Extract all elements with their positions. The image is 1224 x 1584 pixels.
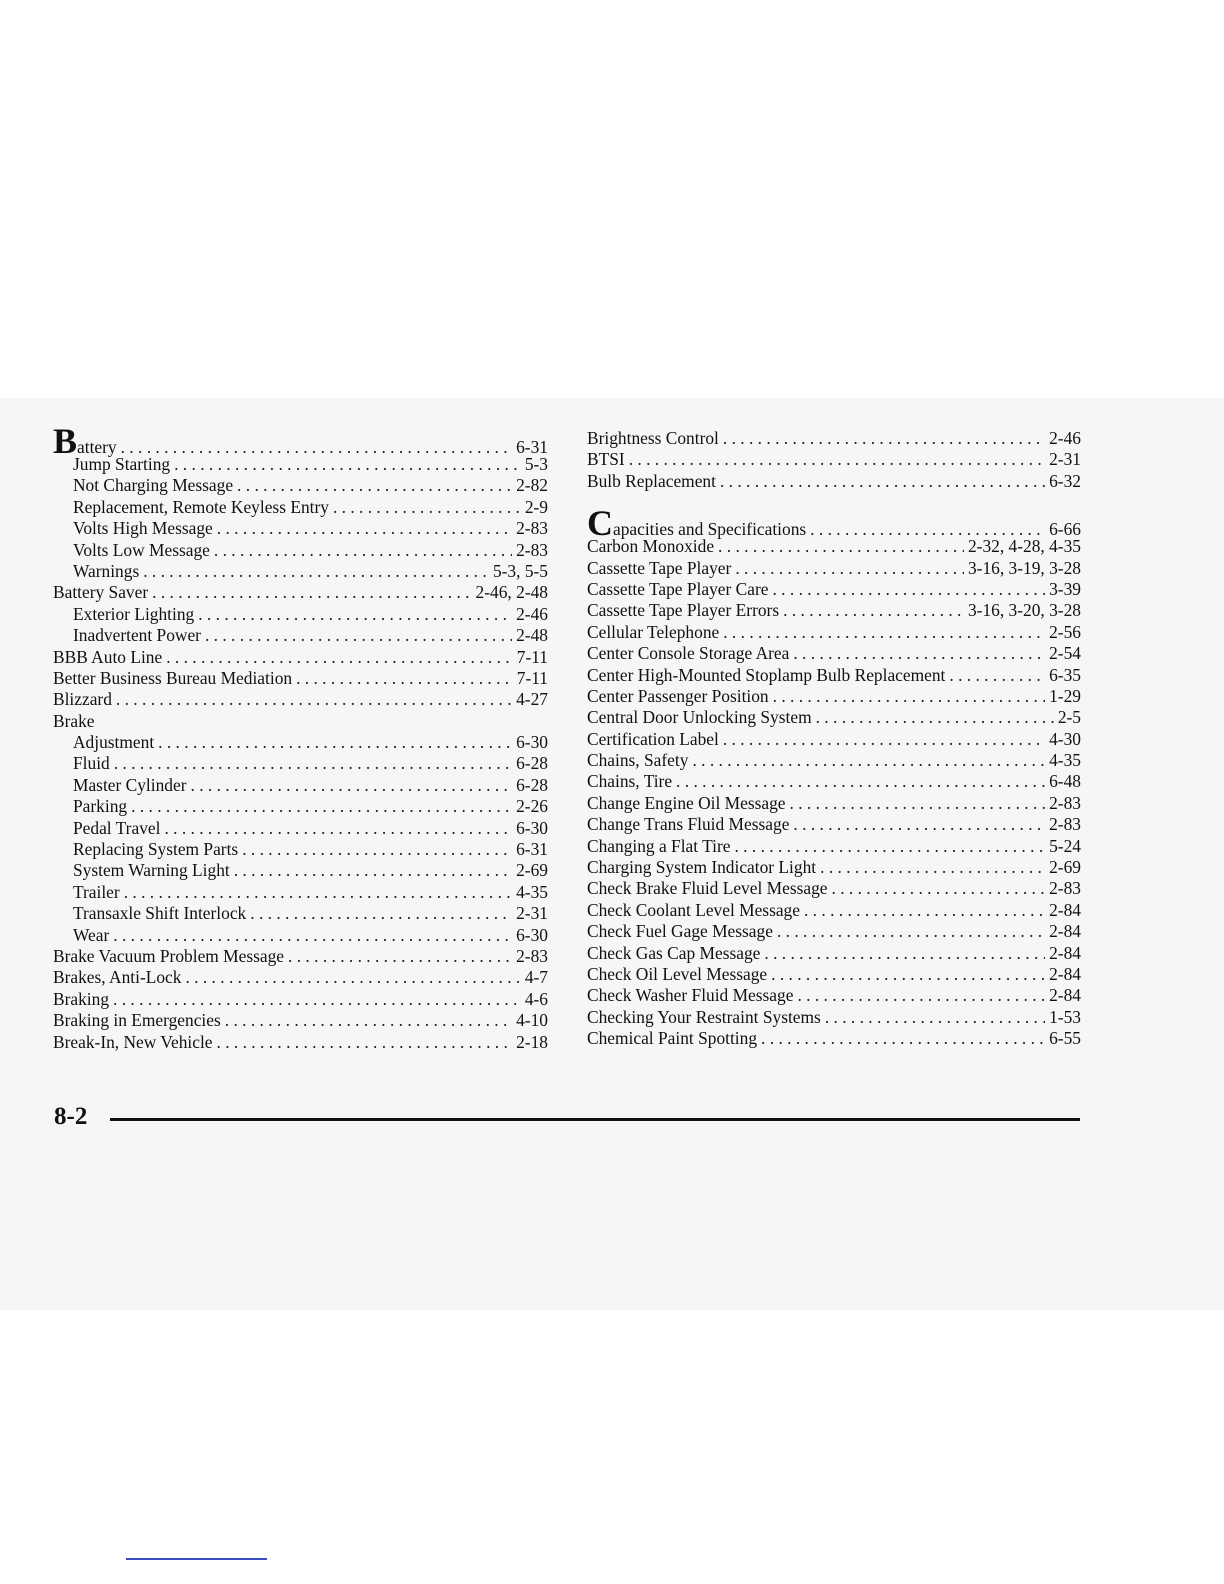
dot-leader: [113, 989, 521, 1010]
dot-leader: [771, 964, 1045, 985]
page-reference: 6-32: [1049, 470, 1081, 491]
dot-leader: [820, 857, 1045, 878]
page-reference: 2-18: [516, 1031, 548, 1052]
index-entry: [587, 750, 1081, 771]
page-reference: 2-46: [1049, 428, 1081, 448]
page-reference: 2-84: [1049, 985, 1081, 1006]
entry-label: BTSI: [587, 449, 625, 470]
entry-label: Check Oil Level Message: [587, 963, 768, 984]
index-entry: [587, 665, 1081, 686]
index-entry: [587, 449, 1081, 470]
index-subentry: [53, 518, 548, 539]
entry-label: Center High-Mounted Stoplamp Bulb Replacement: [587, 664, 946, 685]
entry-label: Change Trans Fluid Message: [587, 814, 790, 835]
dot-leader: [723, 729, 1045, 750]
entry-label: Wear: [73, 924, 110, 945]
entry-label: Transaxle Shift Interlock: [73, 903, 247, 924]
page-reference: 6-31: [516, 839, 548, 860]
page-reference: 6-31: [516, 437, 548, 457]
entry-label: Brake: [53, 710, 95, 731]
entry-label: Cellular Telephone: [587, 621, 720, 642]
index-subentry: [53, 497, 548, 518]
entry-label: Cassette Tape Player Errors: [587, 600, 780, 621]
dot-leader: [333, 497, 521, 518]
entry-label: Master Cylinder: [73, 774, 187, 795]
index-entry: [587, 503, 1081, 544]
index-entry: [53, 989, 548, 1010]
index-subentry: [53, 561, 548, 582]
page-reference: 6-48: [1049, 771, 1081, 792]
dot-leader: [720, 471, 1045, 492]
page-reference: 6-28: [516, 774, 548, 795]
index-entry: [587, 814, 1081, 835]
entry-label: Changing a Flat Tire: [587, 835, 731, 856]
index-entry: [587, 428, 1081, 449]
entry-label: Central Door Unlocking System: [587, 707, 812, 728]
entry-label: Check Washer Fluid Message: [587, 985, 794, 1006]
dot-leader: [242, 839, 512, 860]
index-entry: [587, 643, 1081, 664]
index-entry: [53, 647, 548, 668]
dot-leader: [734, 836, 1045, 857]
footer-rule: [110, 1118, 1080, 1121]
page-reference: 4-35: [1049, 750, 1081, 771]
entry-label: Check Fuel Gage Message: [587, 921, 773, 942]
page-reference: 2-84: [1049, 942, 1081, 963]
page-reference: 2-9: [524, 496, 548, 517]
entry-label: Break-In, New Vehicle: [53, 1031, 213, 1052]
index-entry: [587, 686, 1081, 707]
index-entry: [587, 900, 1081, 921]
entry-label: Checking Your Restraint Systems: [587, 1006, 821, 1027]
dot-leader: [191, 775, 513, 796]
entry-label: Check Brake Fluid Level Message: [587, 878, 828, 899]
page-reference: 2-84: [1049, 921, 1081, 942]
entry-label: Blizzard: [53, 689, 112, 710]
dot-leader: [124, 882, 512, 903]
entry-label: Replacing System Parts: [73, 839, 239, 860]
index-entry: [53, 668, 548, 689]
index-entry: [53, 946, 548, 967]
index-column-right: [587, 428, 1081, 1050]
page-reference: 2-83: [516, 539, 548, 560]
page-reference: 2-83: [1049, 814, 1081, 835]
index-subentry: [53, 732, 548, 753]
index-subentry: [53, 540, 548, 561]
index-subentry: [53, 796, 548, 817]
section-gap: [587, 492, 1081, 510]
entry-label: Chemical Paint Spotting: [587, 1028, 758, 1049]
dot-leader: [793, 814, 1045, 835]
page-reference: 2-31: [516, 903, 548, 924]
entry-label: Pedal Travel: [73, 817, 161, 838]
index-entry: [587, 878, 1081, 899]
page-reference: 6-66: [1049, 519, 1081, 540]
entry-label: Trailer: [73, 881, 120, 902]
index-entry: [587, 964, 1081, 985]
dot-leader: [152, 582, 471, 603]
page-reference: 6-30: [516, 924, 548, 945]
index-entry: [587, 771, 1081, 792]
page-reference: 4-6: [524, 988, 548, 1009]
index-entry: [53, 967, 548, 988]
entry-label: Volts High Message: [73, 518, 213, 539]
page-reference: 6-35: [1049, 664, 1081, 685]
index-subentry: [53, 475, 548, 496]
index-entry: [587, 622, 1081, 643]
page-reference: 2-46, 2-48: [475, 582, 548, 603]
index-entry: [53, 421, 548, 461]
dot-leader: [629, 449, 1045, 470]
page-reference: 2-46: [516, 603, 548, 624]
page-number: 8-2: [54, 1103, 88, 1130]
index-subentry: [53, 454, 548, 475]
page-reference: 7-11: [516, 667, 548, 688]
dot-leader: [723, 622, 1045, 643]
page-reference: 2-69: [516, 860, 548, 881]
dot-leader: [772, 579, 1045, 600]
entry-label: Center Passenger Position: [587, 685, 769, 706]
entry-label-rest: apacities and Specifications: [613, 519, 807, 540]
entry-label: Chains, Tire: [587, 771, 673, 792]
page-reference: 2-26: [516, 796, 548, 817]
index-subentry: [53, 753, 548, 774]
index-entry: [587, 471, 1081, 492]
entry-label: Inadvertent Power: [73, 625, 201, 646]
page-reference: 3-16, 3-19, 3-28: [967, 557, 1081, 578]
dot-leader: [761, 1028, 1045, 1049]
dot-leader: [718, 536, 964, 557]
entry-label: Cassette Tape Player: [587, 557, 732, 578]
page-reference: 3-16, 3-20, 3-28: [967, 600, 1081, 621]
entry-label: Brake Vacuum Problem Message: [53, 945, 285, 966]
page-reference: 2-83: [1049, 878, 1081, 899]
page-reference: 6-30: [516, 732, 548, 753]
entry-label-rest: attery: [77, 437, 117, 457]
page-reference: 2-83: [1049, 792, 1081, 813]
dot-leader: [131, 796, 512, 817]
dot-leader: [764, 943, 1045, 964]
dot-leader: [773, 686, 1045, 707]
dot-leader: [217, 1032, 513, 1053]
page-reference: 5-3: [524, 454, 548, 474]
page-reference: 2-84: [1049, 899, 1081, 920]
section-initial: C: [587, 503, 613, 544]
entry-label: Jump Starting: [73, 454, 171, 474]
bottom-mark: [126, 1558, 267, 1560]
dot-leader: [217, 518, 512, 539]
dot-leader: [723, 428, 1045, 449]
dot-leader: [114, 753, 512, 774]
dot-leader: [793, 643, 1045, 664]
index-entry: [587, 793, 1081, 814]
index-entry: [587, 600, 1081, 621]
dot-leader: [692, 750, 1045, 771]
index-column-left: [53, 421, 548, 1053]
dot-leader: [832, 878, 1046, 899]
dot-leader: [158, 732, 512, 753]
dot-leader: [143, 561, 489, 582]
dot-leader: [185, 967, 520, 988]
index-subentry: [53, 860, 548, 881]
page-reference: 3-39: [1049, 578, 1081, 599]
index-entry: [587, 985, 1081, 1006]
index-entry: [587, 729, 1081, 750]
page-reference: 2-54: [1049, 643, 1081, 664]
index-entry: [53, 1032, 548, 1053]
entry-label: Change Engine Oil Message: [587, 792, 786, 813]
page-reference: 6-30: [516, 817, 548, 838]
entry-label: Brakes, Anti-Lock: [53, 967, 182, 988]
entry-label: Check Coolant Level Message: [587, 899, 800, 920]
index-entry: [53, 1010, 548, 1031]
index-entry: [587, 921, 1081, 942]
entry-label: Brightness Control: [587, 428, 719, 448]
dot-leader: [116, 689, 512, 710]
entry-label: Battery Saver: [53, 582, 149, 603]
entry-label: Exterior Lighting: [73, 603, 195, 624]
dot-leader: [790, 793, 1046, 814]
dot-leader: [804, 900, 1045, 921]
page-reference: 2-69: [1049, 857, 1081, 878]
page-reference: 5-3, 5-5: [492, 560, 548, 581]
page-reference: 6-28: [516, 753, 548, 774]
page-reference: 2-56: [1049, 621, 1081, 642]
index-entry: [53, 582, 548, 603]
entry-label: Parking: [73, 796, 128, 817]
entry-label: Braking: [53, 988, 110, 1009]
dot-leader: [113, 925, 512, 946]
dot-leader: [296, 668, 513, 689]
index-entry: [53, 711, 548, 732]
index-entry: [587, 707, 1081, 728]
entry-label: Warnings: [73, 560, 140, 581]
index-entry: [587, 836, 1081, 857]
dot-leader: [250, 903, 512, 924]
dot-leader: [735, 558, 964, 579]
entry-label: Fluid: [73, 753, 110, 774]
dot-leader: [166, 647, 513, 668]
dot-leader: [816, 707, 1054, 728]
dot-leader: [676, 771, 1045, 792]
index-entry: [587, 943, 1081, 964]
page-reference: 1-29: [1049, 685, 1081, 706]
dot-leader: [164, 818, 512, 839]
dot-leader: [237, 475, 512, 496]
index-entry: [587, 558, 1081, 579]
dot-leader: [214, 540, 512, 561]
dot-leader: [234, 860, 512, 881]
entry-label: Not Charging Message: [73, 475, 234, 496]
index-entry: [587, 536, 1081, 557]
dot-leader: [205, 625, 512, 646]
index-entry: [53, 689, 548, 710]
index-entry: [587, 1028, 1081, 1049]
index-subentry: [53, 604, 548, 625]
dot-leader: [198, 604, 512, 625]
page-reference: 2-82: [516, 475, 548, 496]
entry-label: Carbon Monoxide: [587, 536, 715, 557]
dot-leader: [949, 665, 1045, 686]
page-reference: 4-27: [516, 689, 548, 710]
entry-label: Volts Low Message: [73, 539, 210, 560]
index-entry: [587, 857, 1081, 878]
page-reference: 7-11: [516, 646, 548, 667]
page-reference: 2-83: [516, 945, 548, 966]
page-reference: 2-48: [516, 625, 548, 646]
page-reference: 4-7: [524, 967, 548, 988]
page-reference: 2-84: [1049, 963, 1081, 984]
page-reference: 2-83: [516, 518, 548, 539]
index-subentry: [53, 775, 548, 796]
dot-leader: [174, 454, 521, 475]
entry-label: Better Business Bureau Mediation: [53, 667, 293, 688]
section-initial: B: [53, 421, 78, 461]
dot-leader: [777, 921, 1045, 942]
entry-label: Chains, Safety: [587, 750, 689, 771]
entry-label: Adjustment: [73, 732, 155, 753]
page-reference: 4-30: [1049, 728, 1081, 749]
dot-leader: [783, 600, 964, 621]
page-reference: 2-32, 4-28, 4-35: [967, 536, 1081, 557]
entry-label: BBB Auto Line: [53, 646, 163, 667]
page-reference: 4-10: [516, 1010, 548, 1031]
page-reference: 2-31: [1049, 449, 1081, 470]
page-reference: 4-35: [516, 881, 548, 902]
dot-leader: [797, 985, 1045, 1006]
entry-label: Bulb Replacement: [587, 470, 716, 491]
page-reference: 6-55: [1049, 1028, 1081, 1049]
entry-label: Cassette Tape Player Care: [587, 578, 769, 599]
entry-label: Check Gas Cap Message: [587, 942, 761, 963]
dot-leader: [225, 1010, 512, 1031]
index-entry: [587, 1007, 1081, 1028]
index-subentry: [53, 839, 548, 860]
entry-label: Certification Label: [587, 728, 719, 749]
dot-leader: [288, 946, 512, 967]
index-subentry: [53, 925, 548, 946]
dot-leader: [825, 1007, 1045, 1028]
entry-label: Charging System Indicator Light: [587, 857, 817, 878]
index-subentry: [53, 625, 548, 646]
entry-label: System Warning Light: [73, 860, 230, 881]
page-reference: 2-5: [1057, 707, 1081, 728]
entry-label: Braking in Emergencies: [53, 1010, 221, 1031]
index-subentry: [53, 818, 548, 839]
index-subentry: [53, 882, 548, 903]
page-reference: 1-53: [1049, 1006, 1081, 1027]
index-entry: [587, 579, 1081, 600]
entry-label: Center Console Storage Area: [587, 643, 790, 664]
entry-label: Replacement, Remote Keyless Entry: [73, 496, 329, 517]
index-subentry: [53, 903, 548, 924]
page-reference: 5-24: [1049, 835, 1081, 856]
